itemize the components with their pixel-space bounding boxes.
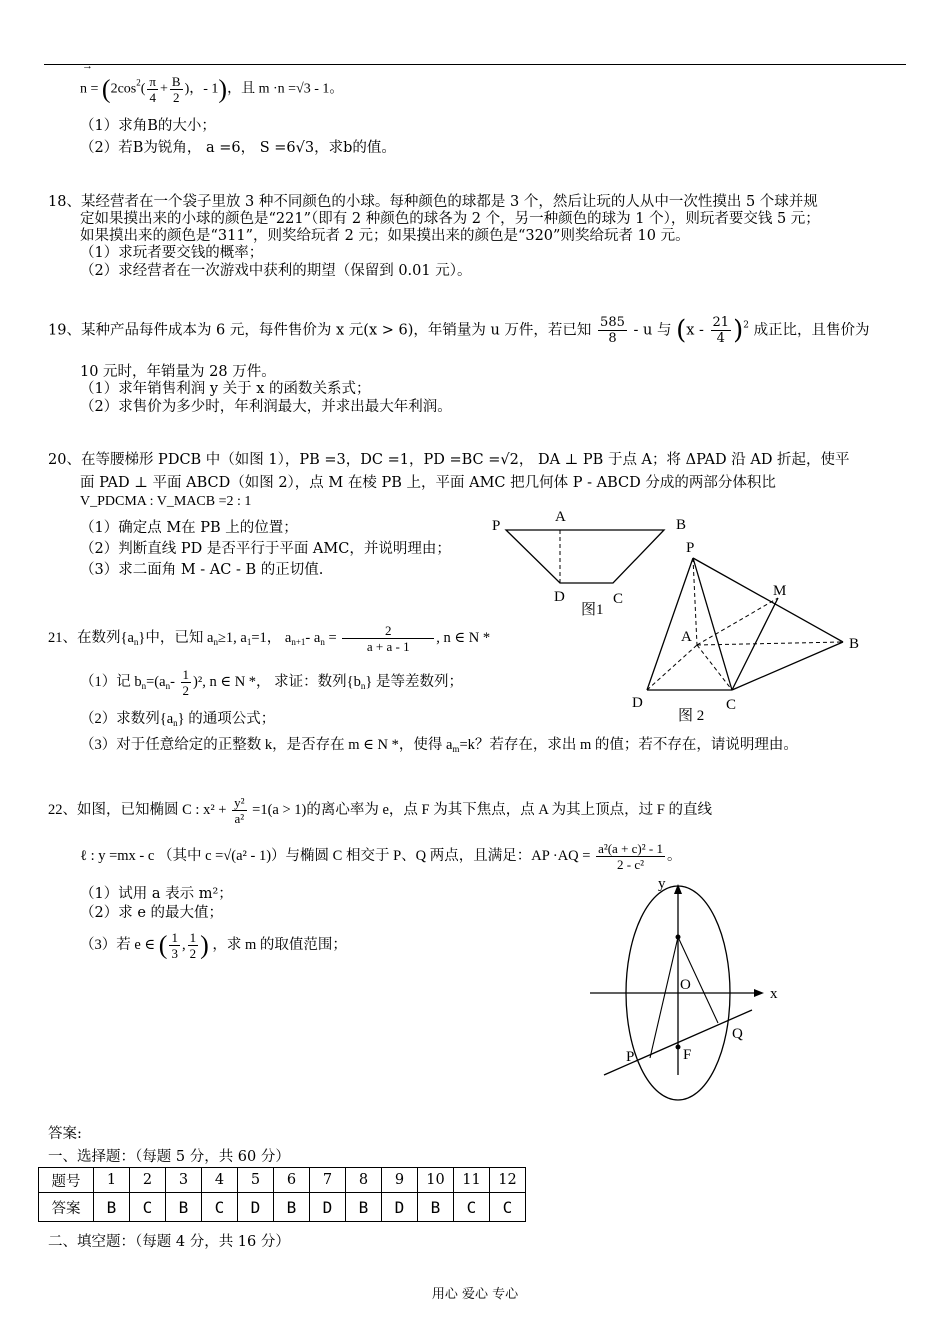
table-cell: D bbox=[310, 1193, 346, 1222]
p19-q1: （1）求年销售利润 y 关于 x 的函数关系式； bbox=[80, 381, 371, 397]
fig1-label-C: C bbox=[613, 591, 624, 607]
fig2-label-B: B bbox=[849, 636, 860, 652]
p20-line2: 面 PAD ⊥ 平面 ABCD（如图 2），点 M 在棱 PB 上，平面 AMC 把几何体 P - ABCD 分成的两部分体积比 bbox=[80, 475, 776, 491]
p20-line1: 20、在等腰梯形 PDCB 中（如图 1），PB =3，DC =1，PD =BC =√2， DA ⊥ PB 于点 A；将 ΔPAD 沿 AD 折起，使平 bbox=[48, 452, 850, 468]
p22-frac-den: 2 - c² bbox=[617, 857, 645, 872]
table-cell: B bbox=[166, 1193, 202, 1222]
fig2-label-C: C bbox=[726, 697, 737, 713]
p17-q1: （1）求角B的大小； bbox=[80, 118, 216, 134]
table-cell: C bbox=[454, 1193, 490, 1222]
answers-heading: 答案: bbox=[48, 1126, 82, 1142]
fig3-label-Q: Q bbox=[732, 1026, 743, 1042]
p22-a2: a² bbox=[234, 811, 245, 826]
figure-2-pyramid bbox=[620, 538, 870, 728]
p21-q2-b: } 的通项公式； bbox=[177, 711, 276, 727]
p21-t-f: = bbox=[328, 629, 337, 646]
p21-q1: （1）记 $b_n=(a_n-$ $\frac{1}{2}$ )², n ∈ N *， 求证：数列$\{b_n\}$ 是等差数列； bbox=[80, 667, 463, 698]
vector-n-expression: → $n = (2\cos^2$( $\frac{\pi}{4}$ + $\frac{B}{2}$ )，- 1)，且 m ·n =√3 - 1。 bbox=[80, 60, 344, 105]
p22-q3-d1: 3 bbox=[171, 946, 178, 961]
p19-line2: 10 元时，年销量为 28 万件。 bbox=[80, 364, 276, 380]
fig3-label-F: F bbox=[683, 1047, 692, 1063]
p21-q1-c: - bbox=[170, 673, 175, 690]
p19-line1: 19、某种产品每件成本为 6 元，每件售价为 x 元(x > 6)，年销量为 u 万件，若已知 $\frac{585}{8}$ - u 与 (x - $\frac{21}{4}$ )$^2$ 成正比，且售价为 bbox=[48, 315, 870, 346]
table-cell: 5 bbox=[238, 1168, 274, 1193]
table-cell: B bbox=[418, 1193, 454, 1222]
p21-q1-e: } 是等差数列； bbox=[365, 673, 463, 690]
figure-3-ellipse bbox=[580, 870, 800, 1085]
p21-q1-d: )², n ∈ N *， 求证：数列{b bbox=[193, 673, 361, 690]
p22-q3-b: ，求 m 的取值范围； bbox=[212, 936, 347, 953]
answers-section-1: 一、选择题：（每题 5 分，共 60 分） bbox=[48, 1149, 290, 1165]
page-footer: 用心 爱心 专心 bbox=[431, 1287, 519, 1302]
p21-q2: （2）求数列$\{a_n\}$ 的通项公式； bbox=[80, 711, 276, 728]
p19-frac-num: 585 bbox=[600, 315, 625, 330]
p18-line3: 如果摸出来的颜色是“311”，则奖给玩者 2 元；如果摸出来的颜色是“320”则奖给玩者 10 元。 bbox=[80, 228, 690, 244]
table-row-numbers bbox=[39, 1168, 526, 1193]
fig3-label-x: x bbox=[770, 986, 778, 1002]
p21-q3-b: =k？若存在，求出 m 的值；若不存在，请说明理由。 bbox=[459, 737, 798, 753]
p22-t-c: ℓ : y =mx - c （其中 c =√(a² - 1)）与椭圆 C 相交于 P、Q 两点，且满足：AP ·AQ = bbox=[80, 847, 591, 864]
p19-text-b: - u 与 bbox=[633, 322, 672, 339]
p22-q3-n1: 1 bbox=[171, 930, 178, 945]
frac-two: 2 bbox=[172, 90, 180, 105]
fig2-caption: 图 2 bbox=[678, 708, 705, 724]
answer-table bbox=[38, 1167, 526, 1222]
p22-t-d: 。 bbox=[667, 847, 682, 864]
p21-q1-b: =(a bbox=[146, 673, 166, 690]
table-row-answers bbox=[39, 1193, 526, 1222]
frac-B: B bbox=[171, 74, 181, 89]
table-cell: 8 bbox=[346, 1168, 382, 1193]
table-cell: C bbox=[202, 1193, 238, 1222]
table-cell: C bbox=[490, 1193, 526, 1222]
fig1-label-P: P bbox=[492, 518, 501, 534]
cos-text: 2cos bbox=[110, 81, 137, 97]
table-cell: 4 bbox=[202, 1168, 238, 1193]
p22-q3-d2: 2 bbox=[189, 946, 197, 961]
row-label-number: 题号 bbox=[39, 1168, 94, 1193]
p19-g-pre: x - bbox=[686, 322, 704, 339]
fig3-label-P: P bbox=[626, 1049, 635, 1065]
table-cell: 1 bbox=[94, 1168, 130, 1193]
edge-CB bbox=[732, 642, 843, 690]
table-cell: C bbox=[130, 1193, 166, 1222]
x-axis-arrow bbox=[754, 989, 764, 997]
p22-line2 bbox=[80, 841, 682, 872]
p20-q2: （2）判断直线 PD 是否平行于平面 AMC，并说明理由； bbox=[80, 541, 451, 557]
fig2-label-A: A bbox=[681, 629, 692, 645]
p21-q1-a: （1）记 b bbox=[80, 673, 142, 690]
p21-t-d: =1， a bbox=[251, 629, 292, 646]
p22-q2: （2）求 e 的最大值； bbox=[80, 905, 224, 921]
p21-t-g: , n ∈ N * bbox=[436, 629, 491, 646]
table-cell: D bbox=[238, 1193, 274, 1222]
p22-q3: （3）若 e ∈ ( $\frac{1}{3}$ , $\frac{1}{2}$ ) ，求 m 的取值范围； bbox=[80, 930, 347, 961]
top-rule bbox=[44, 64, 906, 65]
p20-ratio: V_PDCMA : V_MACB =2 : 1 bbox=[80, 494, 252, 509]
table-cell: B bbox=[274, 1193, 310, 1222]
p21-frac-num: 2 bbox=[342, 623, 434, 639]
edge-PB bbox=[693, 558, 843, 642]
vector-arrow: → bbox=[82, 60, 93, 72]
p22-t-a: 22、如图，已知椭圆 C : x² + bbox=[48, 801, 227, 818]
edge-PD bbox=[647, 558, 693, 690]
fig1-label-D: D bbox=[554, 589, 565, 605]
p22-frac-num: a²(a + c)² - 1 bbox=[598, 841, 663, 856]
p21-t-a: 21、在数列{a bbox=[48, 629, 134, 646]
fig3-label-y: y bbox=[658, 876, 666, 892]
fig2-label-M: M bbox=[773, 583, 787, 599]
p21-q3-a: （3）对于任意给定的正整数 k，是否存在 m ∈ N *，使得 a bbox=[80, 737, 453, 753]
p21-q2-a: （2）求数列{a bbox=[80, 711, 174, 727]
frac-pi: π bbox=[149, 74, 156, 89]
p22-line1 bbox=[48, 795, 712, 826]
p20-q3: （3）求二面角 M - AC - B 的正切值. bbox=[80, 562, 324, 578]
table-cell: 3 bbox=[166, 1168, 202, 1193]
table-cell: 12 bbox=[490, 1168, 526, 1193]
p20-q1: （1）确定点 M在 PB 上的位置； bbox=[80, 520, 298, 536]
table-cell: 10 bbox=[418, 1168, 454, 1193]
table-cell: 11 bbox=[454, 1168, 490, 1193]
p21-q1-den: 2 bbox=[182, 683, 190, 698]
segment-AP bbox=[650, 937, 678, 1058]
table-cell: B bbox=[346, 1193, 382, 1222]
edge-PC bbox=[693, 558, 732, 690]
p22-t-b: =1(a > 1)的离心率为 e，点 F 为其下焦点，点 A 为其上顶点，过 F 的直线 bbox=[252, 801, 712, 818]
point-F bbox=[676, 1045, 681, 1050]
fig1-label-A: A bbox=[555, 509, 566, 525]
table-cell: D bbox=[382, 1193, 418, 1222]
p21-t-c: ≥1, a bbox=[217, 629, 247, 646]
p18-line1: 18、某经营者在一个袋子里放 3 种不同颜色的小球。每种颜色的球都是 3 个，然后让玩的人从中一次性摸出 5 个球并规 bbox=[48, 194, 818, 210]
p19-text-c: 成正比，且售价为 bbox=[753, 322, 870, 339]
fig1-caption: 图1 bbox=[581, 602, 604, 618]
fig2-label-P: P bbox=[686, 540, 695, 556]
fig2-label-D: D bbox=[632, 695, 643, 711]
p18-q1: （1）求玩者要交钱的概率； bbox=[80, 245, 264, 261]
fig3-label-O: O bbox=[680, 977, 691, 993]
p21-frac-den: a + a - 1 bbox=[366, 639, 410, 654]
vec-n-label: n bbox=[80, 81, 87, 97]
p19-g-num: 21 bbox=[712, 315, 730, 330]
vec-n-tail: ，- 1 bbox=[189, 81, 219, 97]
answers-section-2: 二、填空题：（每题 4 分，共 16 分） bbox=[48, 1234, 290, 1250]
p22-q3-a: （3）若 e ∈ bbox=[80, 936, 156, 953]
p21-line1: 21、在数列$\{a_n\}$中，已知 $a_n\ge 1$, $a_1=1$， $a_{n+1}-$ $a_n$ = $\frac{2}{a + a - 1}$ , n ∈ N * bbox=[48, 623, 491, 654]
p22-y2: y² bbox=[234, 795, 245, 810]
point-A bbox=[676, 935, 681, 940]
p18-line2: 定如果摸出来的小球的颜色是“221”（即有 2 种颜色的球各为 2 个，另一种颜色的球为 1 个），则玩者要交钱 5 元； bbox=[80, 211, 820, 227]
p21-q3: （3）对于任意给定的正整数 k，是否存在 m ∈ N *，使得 $a_m=k$？若存在，求出 m 的值；若不存在，请说明理由。 bbox=[80, 737, 798, 754]
p21-t-b: }中，已知 a bbox=[138, 629, 214, 646]
p17-q2: （2）若B为锐角， a =6， S =6√3，求b的值。 bbox=[80, 140, 396, 156]
table-cell: 6 bbox=[274, 1168, 310, 1193]
p18-q2: （2）求经营者在一次游戏中获利的期望（保留到 0.01 元）。 bbox=[80, 263, 472, 279]
p22-q1: （1）试用 a 表示 m²； bbox=[80, 886, 233, 902]
p21-q1-num: 1 bbox=[182, 667, 190, 682]
table-cell: 7 bbox=[310, 1168, 346, 1193]
p21-t-e: - a bbox=[305, 629, 321, 646]
p19-frac-den: 8 bbox=[608, 331, 617, 346]
p19-text-a: 19、某种产品每件成本为 6 元，每件售价为 x 元(x > 6)，年销量为 u 万件，若已知 bbox=[48, 322, 592, 339]
table-cell: 2 bbox=[130, 1168, 166, 1193]
table-cell: B bbox=[94, 1193, 130, 1222]
edge-AC bbox=[697, 645, 732, 690]
frac-four: 4 bbox=[149, 90, 156, 105]
p19-g-den: 4 bbox=[716, 331, 725, 346]
p22-q3-n2: 1 bbox=[189, 930, 197, 945]
row-label-answer: 答案 bbox=[39, 1193, 94, 1222]
p17-condition: ，且 m ·n =√3 - 1。 bbox=[227, 81, 344, 97]
p19-q2: （2）求售价为多少时，年利润最大，并求出最大年利润。 bbox=[80, 399, 452, 415]
table-cell: 9 bbox=[382, 1168, 418, 1193]
fig1-label-B: B bbox=[676, 517, 687, 533]
